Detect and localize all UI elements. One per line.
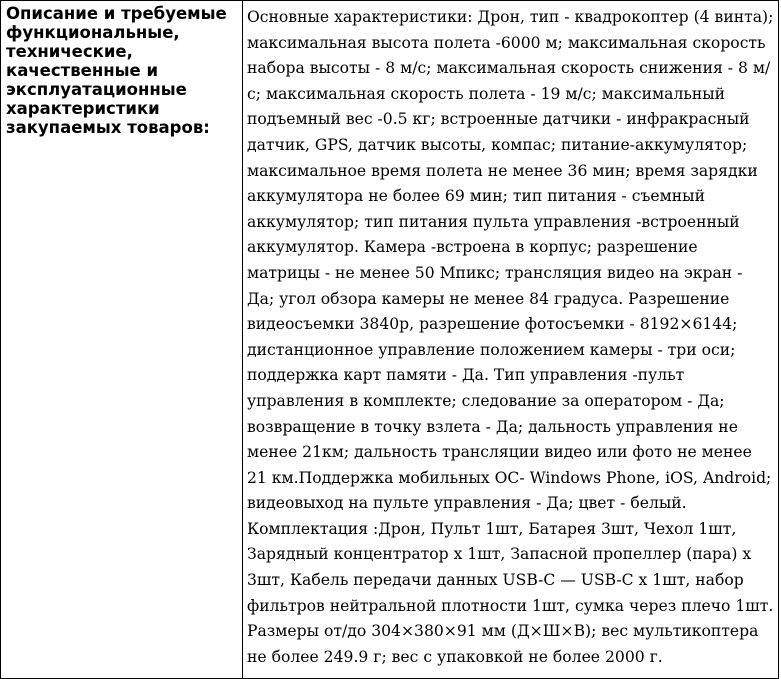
table-row — [1, 1, 779, 679]
row-label: Описание и требуемые функциональные, технические, качественные и эксплуатационные характеристики закупаемых товаров: — [6, 4, 227, 137]
row-label-cell — [1, 1, 243, 679]
row-value: Основные характеристики: Дрон, тип - квадрокоптер (4 винта); максимальная высота полета -6000 м; максимальная скорость набора высоты - 8 м/с; максимальная скорость снижения - 8 м/с; максимальная скорость полета - 19 м/с; максимальный подъемный вес -0.5 кг; встроенные датчики - инфракрасный датчик, GPS, датчик высоты, компас; питание-аккумулятор; максимальное время полета не менее 36 мин; время зарядки аккумулятора не более 69 мин; тип питания - съемный аккумулятор; тип питания пульта управления -встроенный аккумулятор. Камера -встроена в корпус; разрешение матрицы - не менее 50 Мпикс; трансляция видео на экран - Да; угол обзора камеры не менее 84 градуса. Разрешение видеосъемки 3840p, разрешение фотосъемки - 8192×6144; дистанционное управление положением камеры - три оси; поддержка карт памяти - Да. Тип управления -пульт управления в комплекте; следование за оператором - Да; возвращение в точку взлета - Да; дальность управления не менее 21км; дальность трансляции видео или фото не менее 21 км.Поддержка мобильных ОС- Windows Phone, iOS, Android; видеовыход на пульте управления - Да; цвет - белый. Комплектация :Дрон, Пульт 1шт, Батарея 3шт, Чехол 1шт, Зарядный концентратор х 1шт, Запасной пропеллер (пара) х 3шт, Кабель передачи данных USB-C — USB-C х 1шт, набор фильтров нейтральной плотности 1шт, сумка через плечо 1шт. Размеры от/до 304×380×91 мм (Д×Ш×В); вес мультикоптера не более 249.9 г; вес с упаковкой не более 2000 г. — [247, 8, 774, 666]
row-value-cell — [243, 1, 779, 679]
